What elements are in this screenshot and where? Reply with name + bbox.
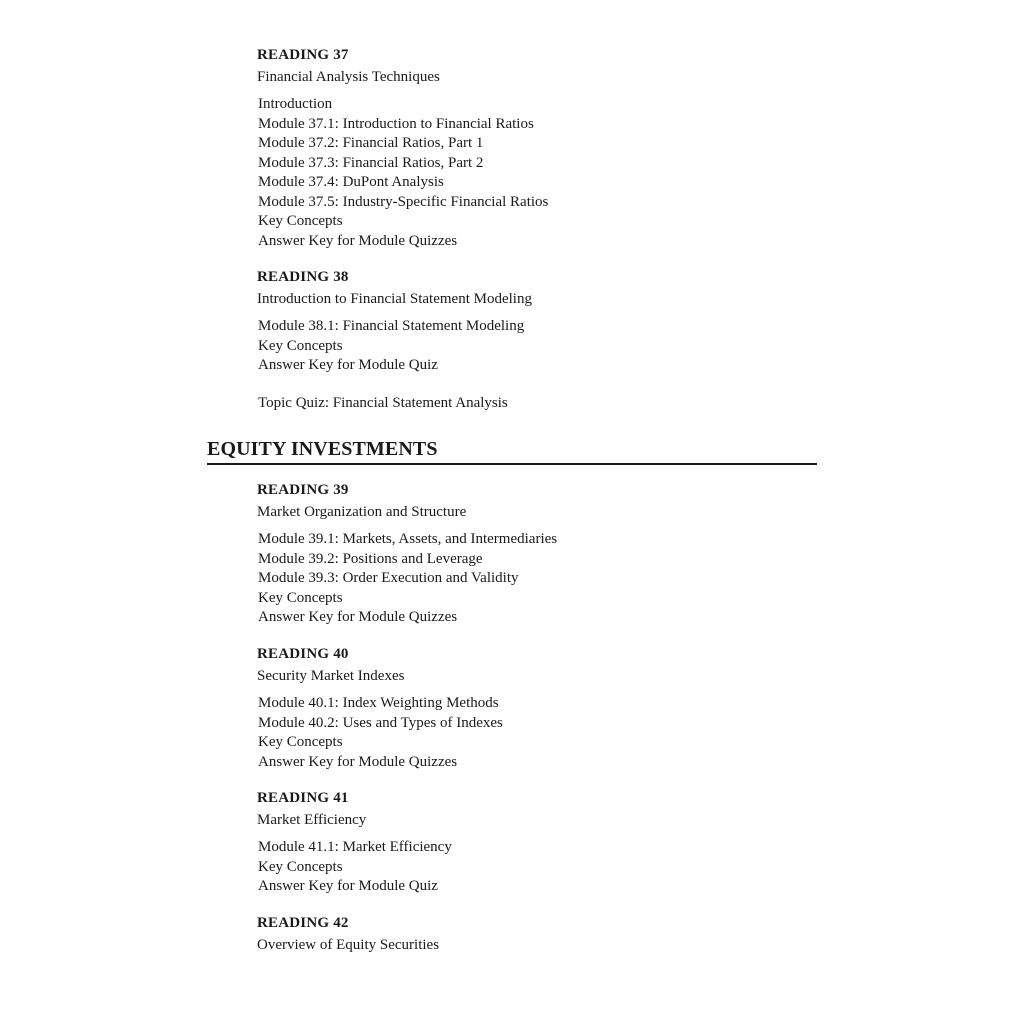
- toc-entry[interactable]: Module 37.2: Financial Ratios, Part 1: [258, 135, 484, 151]
- toc-entry[interactable]: Answer Key for Module Quizzes: [258, 753, 458, 770]
- toc-entry[interactable]: Module 39.1: Markets, Assets, and Intermediaries: [258, 531, 558, 547]
- reading-label: READING 37: [257, 47, 349, 63]
- toc-entry[interactable]: Module 39.3: Order Execution and Validity: [258, 570, 519, 586]
- topic-quiz-entry[interactable]: Topic Quiz: Financial Statement Analysis: [258, 395, 508, 411]
- reading-block-40: [257, 645, 503, 772]
- toc-entry[interactable]: Module 37.3: Financial Ratios, Part 2: [258, 154, 484, 171]
- toc-entry[interactable]: Answer Key for Module Quizzes: [258, 232, 458, 249]
- reading-block-42: [257, 914, 439, 955]
- toc-entry[interactable]: Module 39.2: Positions and Leverage: [258, 550, 483, 567]
- reading-block-39: [257, 481, 557, 628]
- toc-entry[interactable]: Answer Key for Module Quizzes: [258, 609, 458, 625]
- reading-title: Security Market Indexes: [257, 668, 405, 684]
- toc-entry[interactable]: Module 40.1: Index Weighting Methods: [258, 695, 499, 711]
- reading-entries: [258, 838, 452, 897]
- toc-entry[interactable]: Key Concepts: [258, 858, 343, 875]
- reading-block-38: [257, 268, 532, 376]
- toc-entry[interactable]: Key Concepts: [258, 337, 343, 354]
- reading-entries: [258, 530, 557, 628]
- reading-title: Overview of Equity Securities: [257, 937, 440, 953]
- section-heading: EQUITY INVESTMENTS: [207, 437, 817, 465]
- reading-title: Financial Analysis Techniques: [257, 69, 440, 85]
- toc-entry[interactable]: Answer Key for Module Quiz: [258, 357, 438, 373]
- toc-entry[interactable]: Module 37.1: Introduction to Financial Ratios: [258, 115, 534, 132]
- reading-block-37: [257, 46, 548, 251]
- toc-entry[interactable]: Introduction: [258, 96, 333, 112]
- reading-block-41: [257, 789, 452, 897]
- toc-entry[interactable]: Module 37.4: DuPont Analysis: [258, 174, 444, 190]
- toc-entry[interactable]: Module 40.2: Uses and Types of Indexes: [258, 714, 503, 731]
- toc-entry[interactable]: Module 38.1: Financial Statement Modeling: [258, 318, 525, 334]
- toc-entry[interactable]: Key Concepts: [258, 734, 343, 750]
- reading-label: READING 38: [257, 269, 349, 285]
- toc-entry[interactable]: Module 37.5: Industry-Specific Financial Ratios: [258, 193, 549, 210]
- reading-entries: [258, 694, 503, 772]
- reading-entries: [258, 95, 548, 251]
- reading-title: Introduction to Financial Statement Modeling: [257, 291, 532, 307]
- reading-entries: [258, 317, 532, 376]
- toc-entry[interactable]: Key Concepts: [258, 213, 343, 229]
- reading-label: READING 39: [257, 482, 349, 498]
- reading-label: READING 41: [257, 790, 349, 806]
- reading-title: Market Organization and Structure: [257, 504, 467, 520]
- toc-entry[interactable]: Key Concepts: [258, 589, 343, 606]
- toc-entry[interactable]: Answer Key for Module Quiz: [258, 878, 438, 894]
- toc-entry[interactable]: Module 41.1: Market Efficiency: [258, 839, 452, 855]
- reading-label: READING 42: [257, 915, 349, 931]
- reading-label: READING 40: [257, 646, 349, 662]
- reading-title: Market Efficiency: [257, 812, 367, 828]
